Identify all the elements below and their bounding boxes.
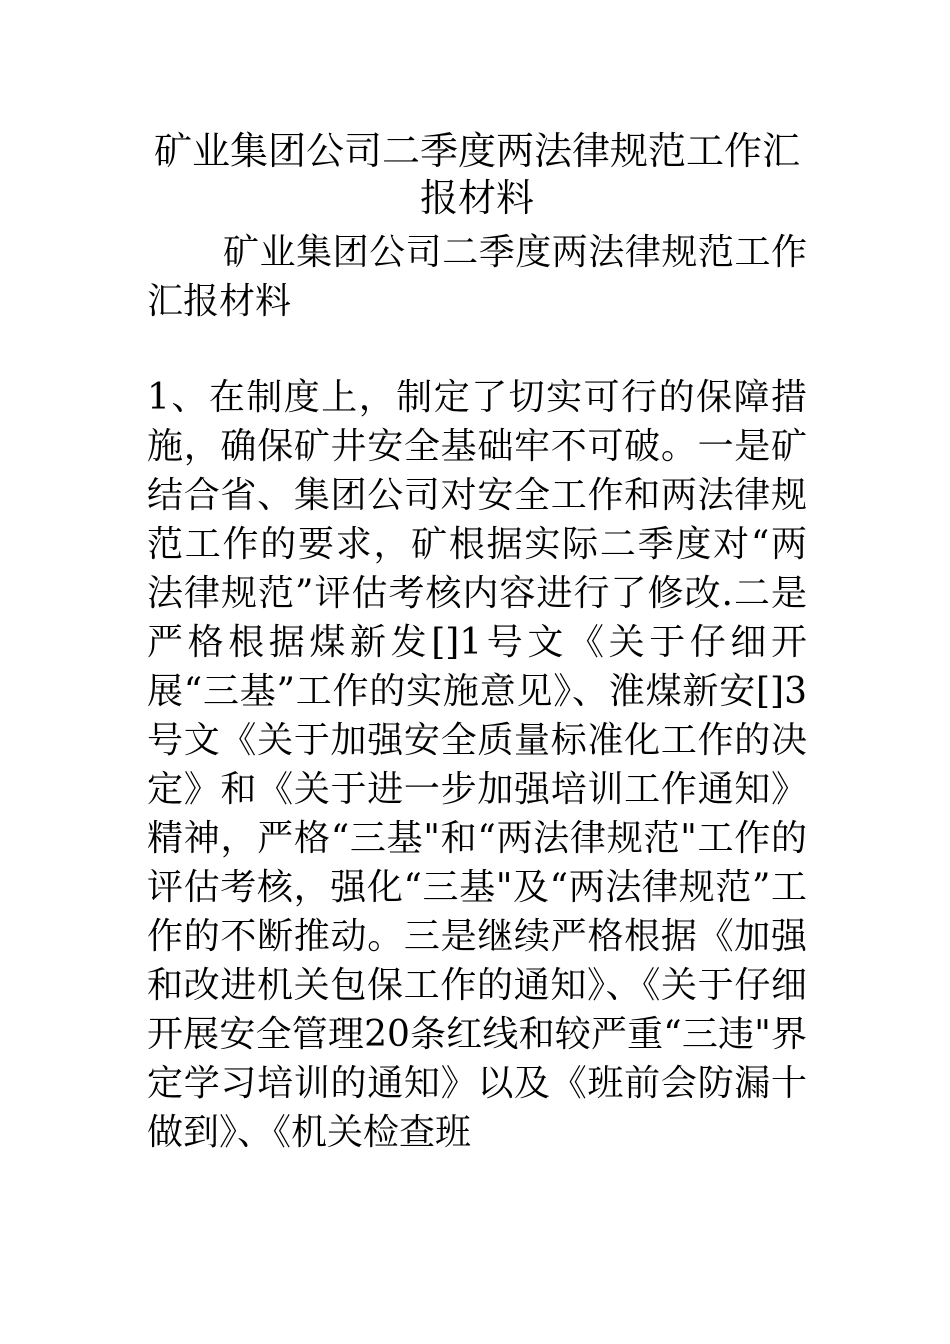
body-paragraph: 1、在制度上，制定了切实可行的保障措施，确保矿井安全基础牢不可破。一是矿结合省、集团公司对安全工作和两法律规范工作的要求，矿根据实际二季度对“两法律规范”评估考核内容进行了修改.二是严格根据煤新发[]1号文《关于仔细开展“三基”工作的实施意见》、淮煤新安[]3号文《关于加强安全质量标准化工作的决定》和《关于进一步加强培训工作通知》精神，严格“三基"和“两法律规范"工作的评估考核，强化“三基"及“两法律规范”工作的不断推动。三是继续严格根据《加强和改进机关包保工作的通知》、《关于仔细开展安全管理20条红线和较严重“三违"界定学习培训的通知》以及《班前会防漏十做到》、《机关检查班 (147, 377, 807, 1153)
document-title: 矿业集团公司二季度两法律规范工作汇报材料 (153, 129, 800, 220)
document-subtitle: 矿业集团公司二季度两法律规范工作汇报材料 (147, 232, 807, 322)
